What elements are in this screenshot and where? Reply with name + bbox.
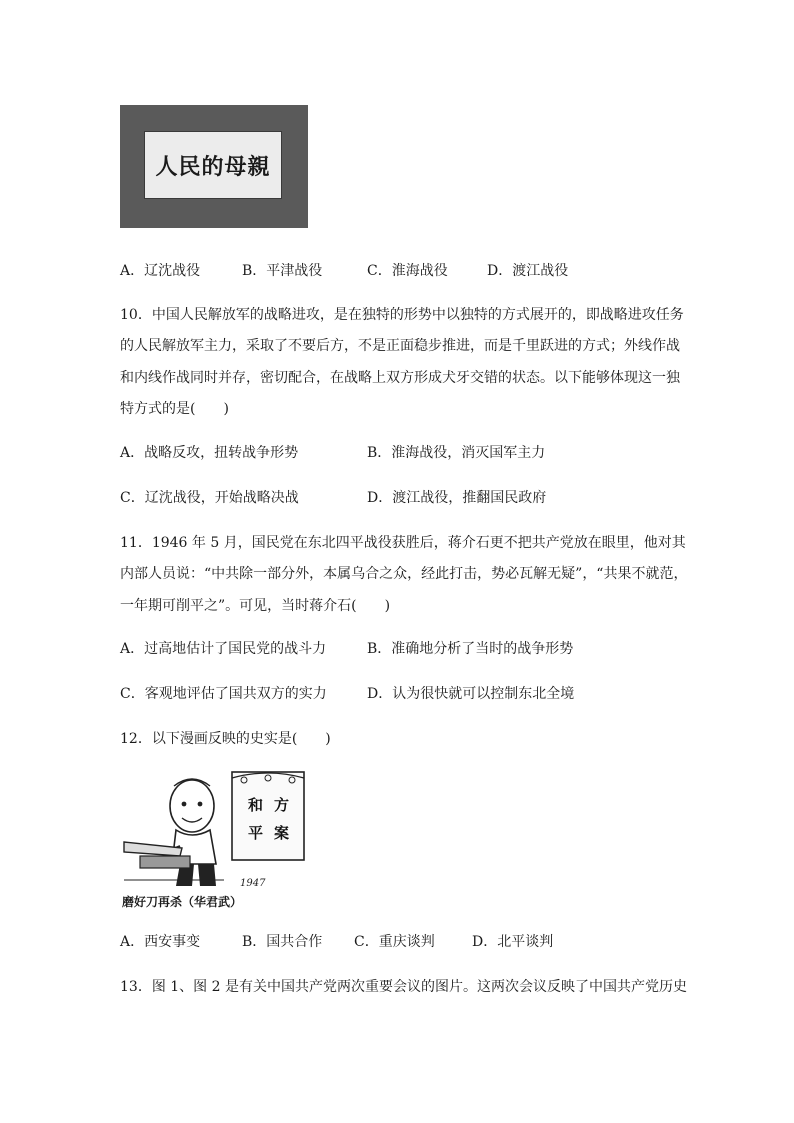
q12-option-a: A．西安事变 [120, 934, 201, 950]
cartoon-year: 1947 [240, 878, 266, 889]
q11-stem-line-1: 11．1946 年 5 月，国民党在东北四平战役获胜后，蒋介石更不把共产党放在眼里，他对其 [120, 535, 686, 551]
q11-option-d: D．认为很快就可以控制东北全境 [367, 686, 575, 702]
q10-stem-line-2: 的人民解放军主力，采取了不要后方，不是正面稳步推进，而是千里跃进的方式；外线作战 [120, 338, 680, 354]
q10-option-c: C．辽沈战役，开始战略决战 [120, 490, 299, 506]
peace-plan-sign [232, 772, 304, 860]
q10-option-b: B．淮海战役，消灭国军主力 [367, 445, 546, 461]
plaque-text: 人民的母親 [155, 155, 271, 180]
q12-stem: 12．以下漫画反映的史实是( ) [120, 731, 331, 747]
whetstone [140, 856, 190, 868]
q11-stem-line-2: 内部人员说：“中共除一部分外，本属乌合之众，经此打击，势必瓦解无疑”，“共果不就范， [120, 566, 688, 582]
q12-option-d: D．北平谈判 [472, 934, 554, 950]
q9-option-a: A．辽沈战役 [120, 263, 201, 279]
sign-char-1: 和 [248, 796, 264, 814]
plaque-image [120, 105, 308, 228]
q11-stem-line-3: 一年期可削平之”。可见，当时蒋介石( ) [120, 598, 391, 614]
q12-option-b: B．国共合作 [242, 934, 323, 950]
q9-option-b: B．平津战役 [242, 263, 323, 279]
q10-stem-line-3: 和内线作战同时并存，密切配合，在战略上双方形成犬牙交错的状态。以下能够体现这一独 [120, 370, 680, 386]
q10-stem-line-4: 特方式的是( ) [120, 401, 229, 417]
knife [124, 842, 182, 856]
q12-option-c: C．重庆谈判 [354, 934, 435, 950]
q10-stem-line-1: 10．中国人民解放军的战略进攻，是在独特的形势中以独特的方式展开的，即战略进攻任务 [120, 307, 684, 323]
sign-char-2: 方 [274, 796, 290, 814]
q9-option-c: C．淮海战役 [367, 263, 448, 279]
q11-option-b: B．准确地分析了当时的战争形势 [367, 641, 574, 657]
cartoon-caption: 磨好刀再杀（华君武） [122, 895, 243, 909]
q11-option-c: C．客观地评估了国共双方的实力 [120, 686, 327, 702]
q10-option-d: D．渡江战役，推翻国民政府 [367, 490, 547, 506]
q11-option-a: A．过高地估计了国民党的战斗力 [120, 641, 327, 657]
cartoon-image [120, 768, 310, 908]
q13-stem: 13．图 1、图 2 是有关中国共产党两次重要会议的图片。这两次会议反映了中国共产党历史 [120, 979, 687, 995]
sign-char-4: 案 [274, 824, 290, 842]
q10-option-a: A．战略反攻，扭转战争形势 [120, 445, 299, 461]
q9-option-d: D．渡江战役 [487, 263, 569, 279]
sign-char-3: 平 [248, 824, 264, 842]
figure-head [170, 780, 214, 832]
plaque-board [144, 131, 282, 199]
